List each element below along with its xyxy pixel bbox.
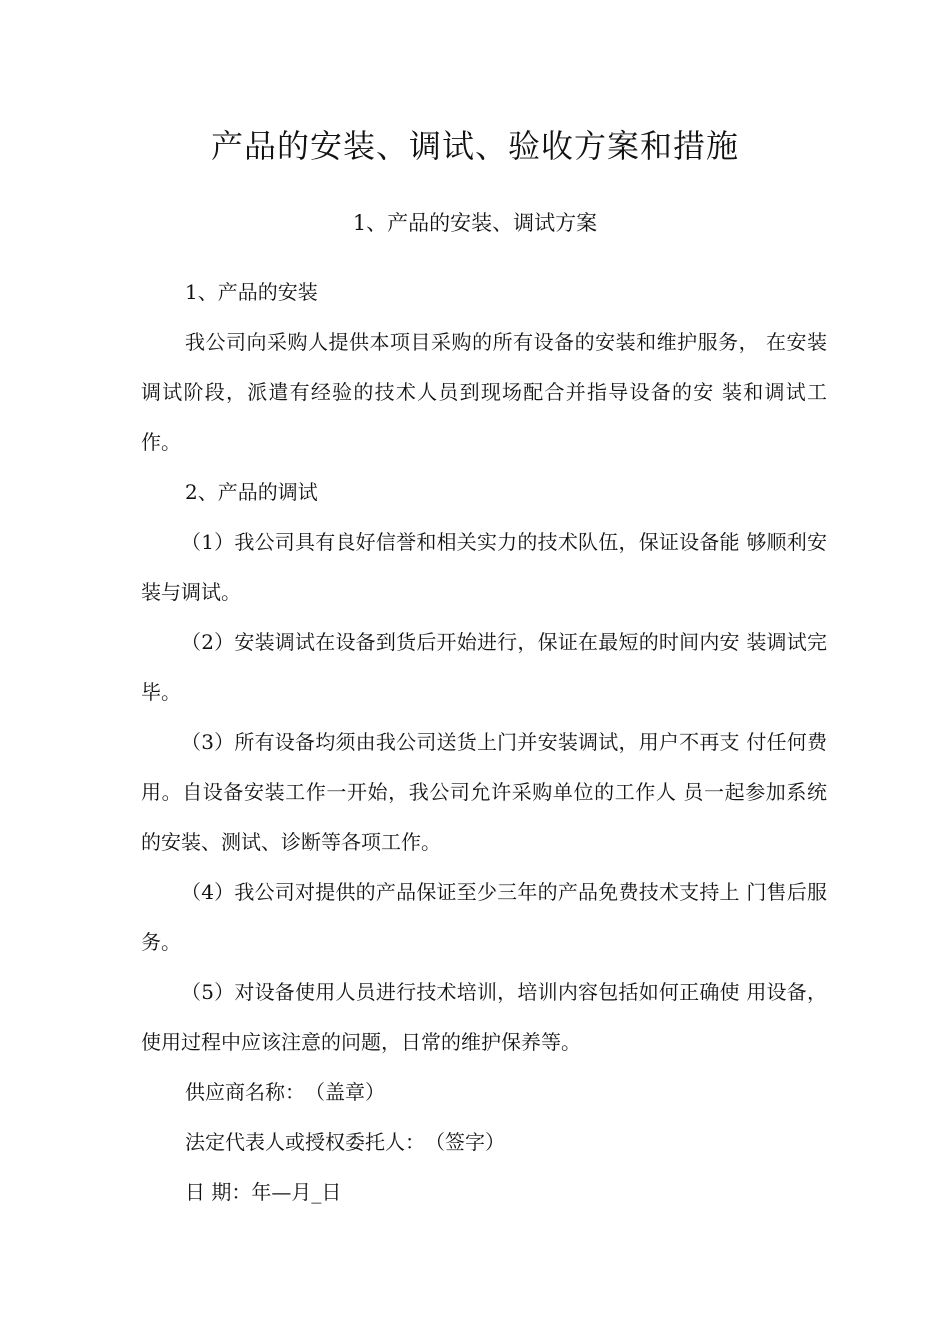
subsection-heading-install: 1、产品的安装: [185, 280, 318, 304]
section-heading: 1、产品的安装、调试方案: [352, 211, 598, 235]
date-line: 日 期：年—月_日: [185, 1180, 342, 1204]
paragraph-install: 我公司向采购人提供本项目采购的所有设备的安装和维护服务， 在安装调试阶段，派遣有经验的技术人员到现场配合并指导设备的安 装和调试工作。: [141, 330, 827, 454]
paragraph-item-2: （2）安装调试在设备到货后开始进行，保证在最短的时间内安 装调试完毕。: [141, 630, 827, 704]
legal-representative-line: 法定代表人或授权委托人： （签字）: [185, 1130, 505, 1154]
document-body: [141, 267, 827, 1217]
supplier-name-line: 供应商名称： （盖章）: [185, 1080, 385, 1104]
paragraph-item-4: （4）我公司对提供的产品保证至少三年的产品免费技术支持上 门售后服务。: [141, 880, 827, 954]
paragraph-item-3: （3）所有设备均须由我公司送货上门并安装调试，用户不再支 付任何费用。自设备安装工作一开始，我公司允许采购单位的工作人 员一起参加系统的安装、测试、诊断等各项工作。: [141, 730, 827, 854]
paragraph-item-5: （5）对设备使用人员进行技术培训，培训内容包括如何正确使 用设备，使用过程中应该注意的问题，日常的维护保养等。: [141, 980, 827, 1054]
paragraph-item-1: （1）我公司具有良好信誉和相关实力的技术队伍，保证设备能 够顺利安装与调试。: [141, 530, 827, 604]
document-title: 产品的安装、调试、验收方案和措施: [210, 127, 739, 165]
subsection-heading-debug: 2、产品的调试: [185, 480, 318, 504]
